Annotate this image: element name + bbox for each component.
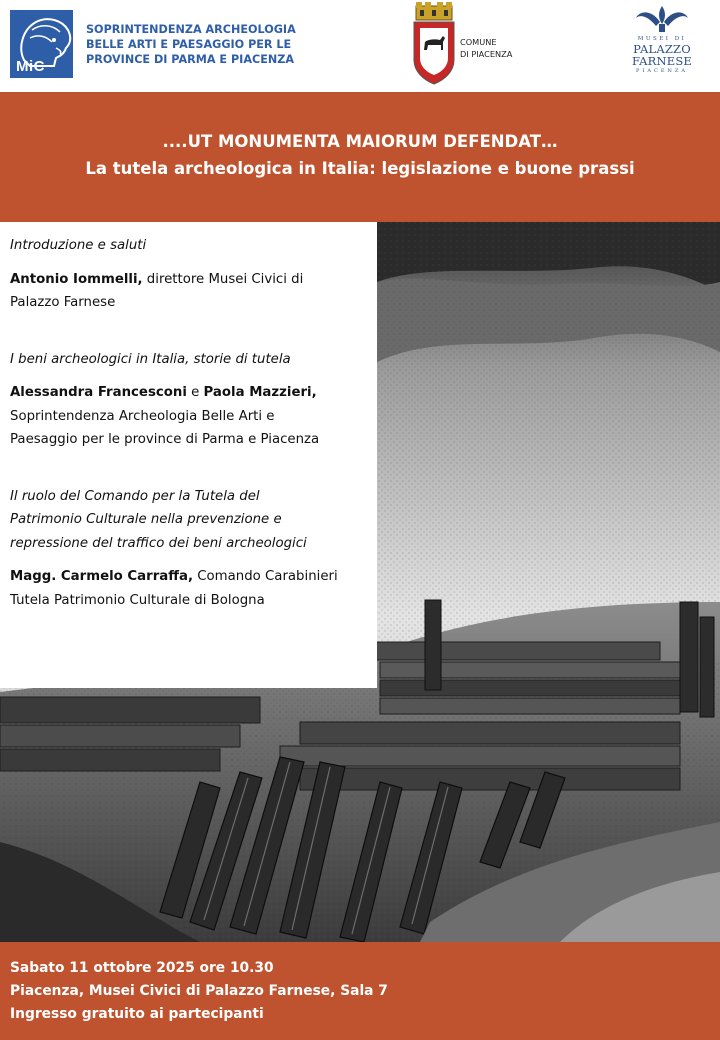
program-panel	[0, 222, 377, 688]
speaker-2	[10, 381, 375, 452]
speaker-1-role-b: Palazzo Farnese	[10, 295, 116, 310]
piacenza-label: PIACENZA	[636, 68, 688, 74]
musei-farnese-logo	[624, 4, 700, 88]
event-subtitle: La tutela archeologica in Italia: legislazione e buone prassi	[85, 159, 635, 178]
talk-2-title-a: Il ruolo del Comando per la Tutela del	[10, 488, 260, 504]
talk-2-title-c: repressione del traffico dei beni archeologici	[10, 535, 307, 551]
speaker-1-role-a: direttore Musei Civici di	[142, 271, 304, 287]
title-band	[0, 92, 720, 222]
event-details	[10, 957, 388, 1026]
footer-band	[0, 942, 720, 1040]
soprintendenza-line-3: PROVINCE DI PARMA E PIACENZA	[86, 53, 294, 66]
musei-di-label: MUSEI DI	[637, 36, 687, 42]
speaker-3	[10, 565, 375, 612]
talk-2-title	[10, 485, 375, 556]
speaker-3-name: Magg. Carmelo Carraffa,	[10, 569, 194, 584]
speaker-2-role-b: Paesaggio per le province di Parma e Piacenza	[10, 432, 320, 447]
speaker-1	[10, 268, 375, 315]
speaker-2-role-a: Soprintendenza Archeologia Belle Arti e	[10, 408, 275, 424]
farnese-label: FARNESE	[631, 54, 693, 68]
event-date: Sabato 11 ottobre 2025 ore 10.30	[10, 960, 274, 976]
event-title: ....UT MONUMENTA MAIORUM DEFENDAT…	[162, 132, 558, 151]
header	[0, 0, 720, 92]
speaker-1-name: Antonio Iommelli,	[10, 271, 143, 287]
soprintendenza-name	[86, 22, 346, 67]
soprintendenza-line-2: BELLE ARTI E PAESAGGIO PER LE	[86, 38, 292, 51]
speaker-2-name-b: Paola Mazzieri,	[203, 385, 317, 400]
fleur-de-lis-icon	[630, 4, 694, 34]
speaker-3-role-a: Comando Carabinieri	[193, 569, 338, 584]
event-venue: Piacenza, Musei Civici di Palazzo Farnese, Sala 7	[10, 983, 388, 999]
program-text	[10, 234, 375, 612]
event-admission: Ingresso gratuito ai partecipanti	[10, 1006, 264, 1022]
mic-logo	[10, 10, 73, 78]
palazzo-label: PALAZZO	[633, 42, 691, 56]
comune-name	[460, 36, 512, 60]
talk-2-title-b: Patrimonio Culturale nella prevenzione e	[10, 512, 282, 527]
comune-line-2: DI PIACENZA	[460, 49, 513, 59]
comune-line-1: COMUNE	[460, 37, 497, 47]
intro-label: Introduzione e saluti	[10, 238, 147, 253]
mic-logo-text: MiC	[16, 58, 45, 75]
soprintendenza-line-1: SOPRINTENDENZA ARCHEOLOGIA	[86, 23, 296, 36]
comune-crest-icon	[412, 2, 456, 86]
talk-1-title: I beni archeologici in Italia, storie di tutela	[10, 351, 291, 367]
speaker-2-join: e	[186, 385, 204, 400]
speaker-3-role-b: Tutela Patrimonio Culturale di Bologna	[10, 592, 265, 608]
speaker-2-name-a: Alessandra Francesconi	[10, 385, 187, 400]
